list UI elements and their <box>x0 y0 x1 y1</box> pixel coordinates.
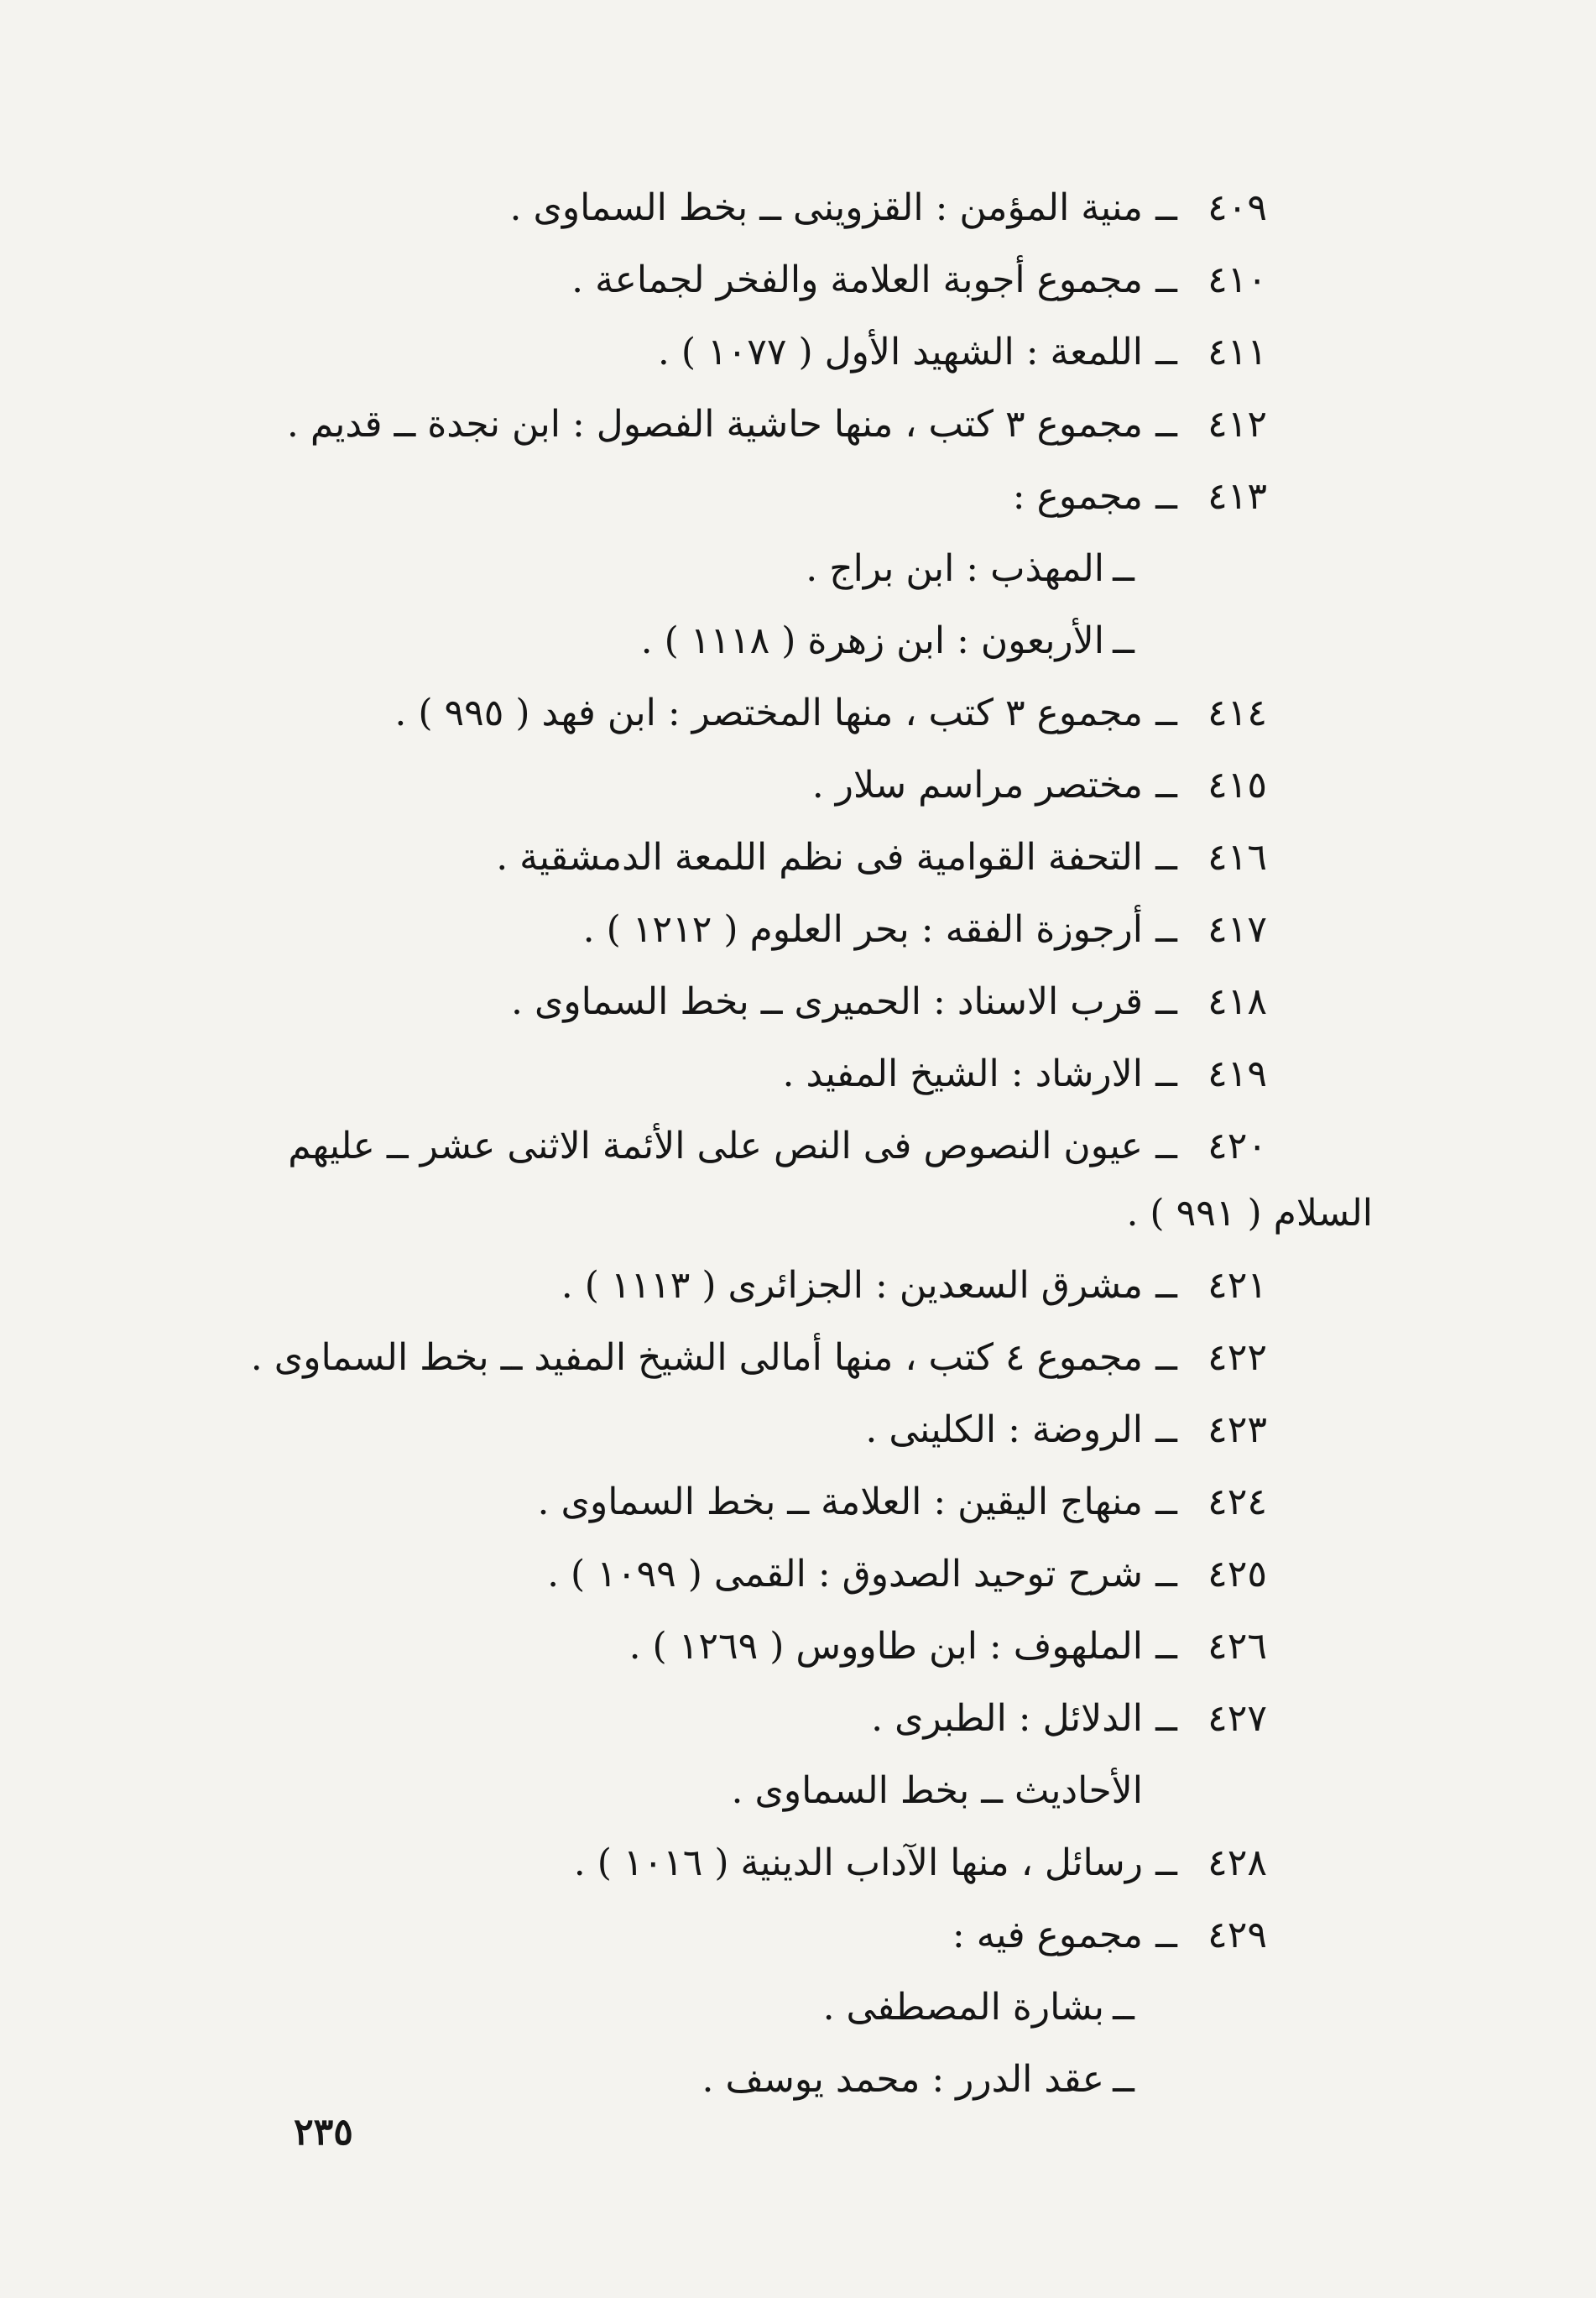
list-item <box>151 1899 1267 1972</box>
entry-text: الملهوف : ابن طاووس ( ١٢٦٩ ) . <box>628 1625 1143 1668</box>
list-item <box>151 894 1267 966</box>
page-number: ٢٣٥ <box>294 2111 353 2154</box>
entry-number: ٤٢٠ <box>1207 1125 1267 1167</box>
entry-dash: ــ <box>1155 836 1177 879</box>
entry-dash: ــ <box>1155 692 1177 734</box>
entry-dash: ــ <box>1155 764 1177 807</box>
entry-dash: ــ <box>1155 475 1177 518</box>
entry-dash: ــ <box>1155 403 1177 446</box>
entry-text: مجموع : <box>1012 475 1143 518</box>
list-item <box>151 966 1267 1038</box>
sub-item <box>151 1972 1267 2044</box>
entry-dash: ــ <box>1155 1481 1177 1523</box>
entry-dash: ــ <box>1155 1264 1177 1307</box>
list-item <box>151 1611 1267 1683</box>
entry-number: ٤١٩ <box>1207 1052 1267 1095</box>
entry-text: الروضة : الكلينى . <box>865 1408 1143 1451</box>
entry-text: مجموع ٣ كتب ، منها حاشية الفصول : ابن نجدة ــ قديم . <box>286 403 1143 446</box>
entry-number: ٤٢٦ <box>1207 1625 1267 1668</box>
list-item <box>151 1683 1267 1755</box>
list-item <box>151 1322 1267 1394</box>
entry-text: الارشاد : الشيخ المفيد . <box>782 1052 1143 1095</box>
entry-text: الدلائل : الطبرى . <box>871 1697 1143 1740</box>
sub-item-dash: ــ <box>1113 619 1134 662</box>
list-item <box>151 1538 1267 1611</box>
entry-text: عيون النصوص فى النص على الأئمة الاثنى عشر ــ عليهم <box>288 1125 1143 1167</box>
list-item <box>151 749 1267 822</box>
list-item <box>151 1110 1267 1183</box>
entry-dash: ــ <box>1155 1697 1177 1740</box>
sub-item-text: عقد الدرر : محمد يوسف . <box>702 2058 1104 2101</box>
list-item <box>151 1394 1267 1466</box>
list-item <box>151 1827 1267 1899</box>
entry-dash: ــ <box>1155 1125 1177 1167</box>
entry-dash: ــ <box>1155 1408 1177 1451</box>
list-item <box>151 822 1267 894</box>
entry-text: مجموع فيه : <box>952 1914 1143 1956</box>
entry-number: ٤١٧ <box>1207 908 1267 951</box>
entry-dash: ــ <box>1155 1914 1177 1956</box>
entry-number: ٤١٥ <box>1207 764 1267 807</box>
sub-item-dash: ــ <box>1113 2058 1134 2101</box>
entry-number: ٤٢٤ <box>1207 1481 1267 1523</box>
list-item <box>151 677 1267 749</box>
sub-item-text: الأحاديث ــ بخط السماوى . <box>731 1769 1143 1812</box>
entry-number: ٤١١ <box>1207 331 1267 373</box>
entry-text: اللمعة : الشهيد الأول ( ١٠٧٧ ) . <box>657 331 1143 373</box>
entry-dash: ــ <box>1155 259 1177 301</box>
sub-item <box>151 1755 1267 1827</box>
entry-number: ٤١٤ <box>1207 692 1267 734</box>
entry-number: ٤٢٥ <box>1207 1553 1267 1596</box>
entry-number: ٤١٠ <box>1207 259 1267 301</box>
entry-continuation-text: السلام ( ٩٩١ ) . <box>1126 1192 1373 1235</box>
list-item <box>151 244 1267 316</box>
sub-item <box>151 533 1267 605</box>
entry-text: مجموع أجوبة العلامة والفخر لجماعة . <box>571 259 1143 301</box>
entry-number: ٤١٢ <box>1207 403 1267 446</box>
list-item <box>151 1038 1267 1110</box>
entry-dash: ــ <box>1155 331 1177 373</box>
sub-item <box>151 2044 1267 2116</box>
entry-text: رسائل ، منها الآداب الدينية ( ١٠١٦ ) . <box>573 1841 1143 1884</box>
entry-dash: ــ <box>1155 980 1177 1023</box>
entry-text: التحفة القوامية فى نظم اللمعة الدمشقية . <box>496 836 1143 879</box>
list-item <box>151 1250 1267 1322</box>
entry-text: شرح توحيد الصدوق : القمى ( ١٠٩٩ ) . <box>547 1553 1143 1596</box>
sub-item-text: الأربعون : ابن زهرة ( ١١١٨ ) . <box>640 619 1104 662</box>
entry-text: منية المؤمن : القزوينى ــ بخط السماوى . <box>509 186 1143 229</box>
entry-text: مجموع ٣ كتب ، منها المختصر : ابن فهد ( ٩٩٥ ) . <box>394 692 1143 734</box>
entry-number: ٤٢٩ <box>1207 1914 1267 1956</box>
entry-dash: ــ <box>1155 1052 1177 1095</box>
list-item <box>151 172 1267 244</box>
entry-text: مشرق السعدين : الجزائرى ( ١١١٣ ) . <box>561 1264 1143 1307</box>
list-item <box>151 389 1267 461</box>
sub-item <box>151 605 1267 677</box>
entry-number: ٤٠٩ <box>1207 186 1267 229</box>
list-item <box>151 1466 1267 1538</box>
entry-number: ٤٢٢ <box>1207 1336 1267 1379</box>
entry-dash: ــ <box>1155 1336 1177 1379</box>
sub-item-text: بشارة المصطفى . <box>822 1986 1104 2029</box>
entry-dash: ــ <box>1155 1625 1177 1668</box>
list-item <box>151 316 1267 389</box>
entry-dash: ــ <box>1155 908 1177 951</box>
list-item <box>151 461 1267 533</box>
entry-number: ٤٢٧ <box>1207 1697 1267 1740</box>
entry-number: ٤١٨ <box>1207 980 1267 1023</box>
sub-item-dash: ــ <box>1113 547 1134 590</box>
entry-continuation <box>151 1178 1373 1250</box>
sub-item-dash: ــ <box>1113 1986 1134 2029</box>
entry-dash: ــ <box>1155 1841 1177 1884</box>
entry-number: ٤٢٨ <box>1207 1841 1267 1884</box>
entry-number: ٤٢١ <box>1207 1264 1267 1307</box>
entry-dash: ــ <box>1155 1553 1177 1596</box>
entry-number: ٤١٦ <box>1207 836 1267 879</box>
entry-text: منهاج اليقين : العلامة ــ بخط السماوى . <box>537 1481 1143 1523</box>
entry-text: قرب الاسناد : الحميرى ــ بخط السماوى . <box>511 980 1143 1023</box>
entry-text: مجموع ٤ كتب ، منها أمالى الشيخ المفيد ــ بخط السماوى . <box>250 1336 1143 1379</box>
entry-text: أرجوزة الفقه : بحر العلوم ( ١٢١٢ ) . <box>582 908 1143 951</box>
sub-item-text: المهذب : ابن براج . <box>806 547 1104 590</box>
entry-number: ٤١٣ <box>1207 475 1267 518</box>
entry-dash: ــ <box>1155 186 1177 229</box>
entry-number: ٤٢٣ <box>1207 1408 1267 1451</box>
entry-text: مختصر مراسم سلار . <box>811 764 1143 807</box>
entry-list <box>151 172 1373 2116</box>
